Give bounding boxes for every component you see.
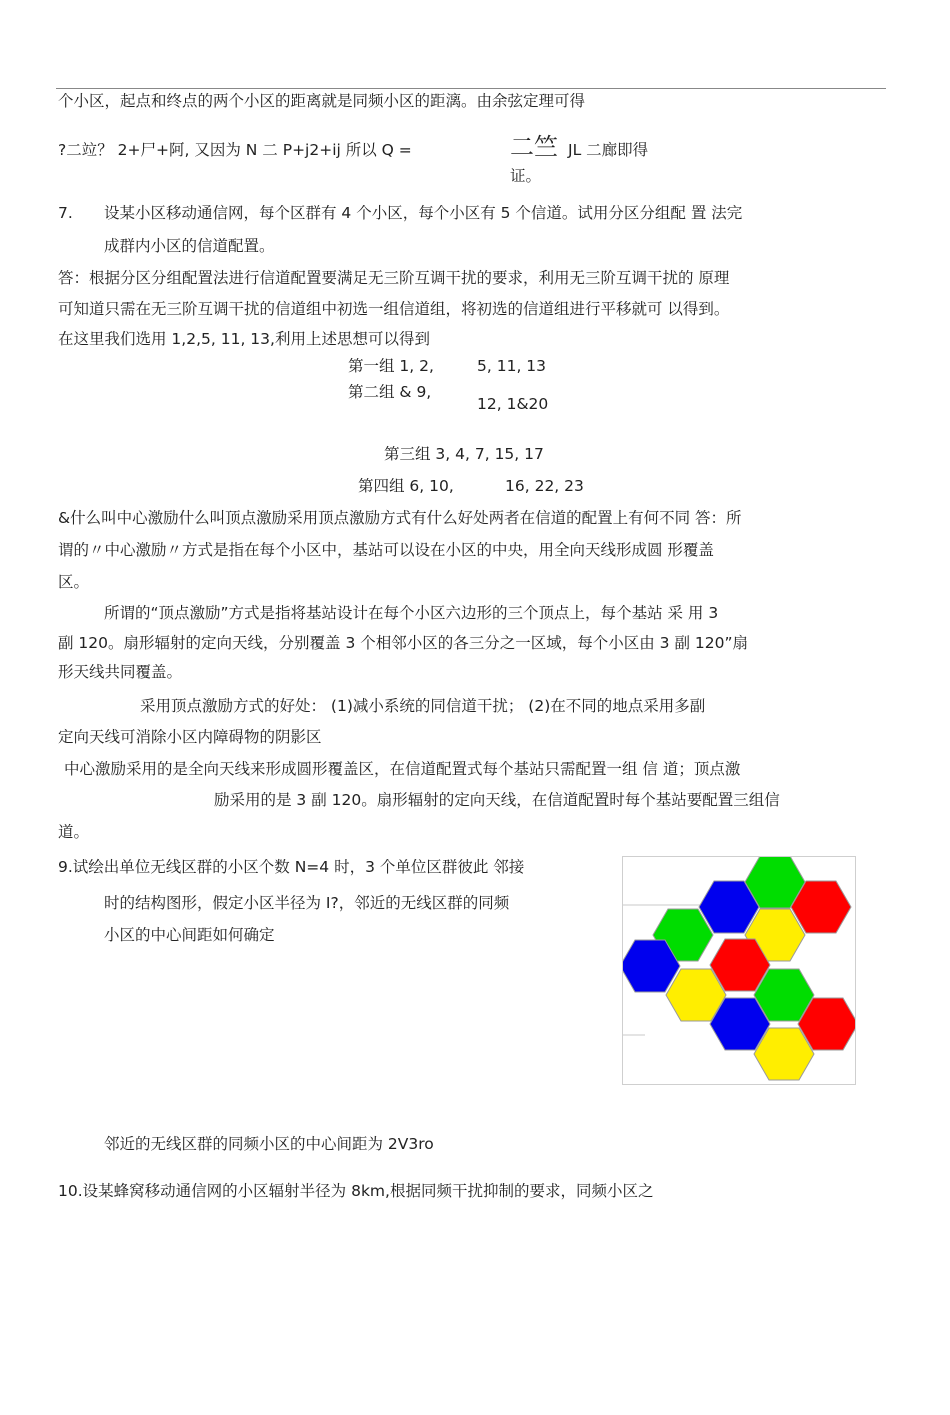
hexagon-cluster-svg: [623, 857, 855, 1084]
formula-tail: JL 二廊即得: [568, 141, 649, 159]
question-text: 10.设某蜂窝移动通信网的小区辐射半径为 8km,根据同频干扰抑制的要求，同频小区之: [58, 1182, 654, 1200]
question-number: 7.: [58, 204, 73, 222]
header-rule: [56, 88, 886, 89]
channel-group-values: 12, 1&20: [477, 395, 549, 413]
channel-group-label: 第一组 1, 2,: [348, 357, 434, 375]
answer-text: 道。: [58, 823, 90, 841]
question-text: 小区的中心间距如何确定: [104, 926, 275, 944]
text-line: 证。: [510, 167, 542, 185]
answer-text: 定向天线可消除小区内障碍物的阴影区: [58, 728, 322, 746]
answer-text: 采用顶点激励方式的好处： (1)减小系统的同信道干扰； (2)在不同的地点采用多副: [140, 697, 706, 715]
question-text: 设某小区移动通信网，每个区群有 4 个小区，每个小区有 5 个信道。试用分区分组配 置 法完: [104, 204, 743, 222]
answer-text: 副 120。扇形辐射的定向天线，分别覆盖 3 个相邻小区的各三分之一区域，每个小区由 3 副 120”扇: [58, 634, 748, 652]
answer-text: 谓的〃中心激励〃方式是指在每个小区中，基站可以设在小区的中央，用全向天线形成圆 形覆盖: [58, 541, 714, 559]
answer-text: 答：根据分区分组配置法进行信道配置要满足无三阶互调干扰的要求，利用无三阶互调干扰的 原理: [58, 269, 730, 287]
question-text: 成群内小区的信道配置。: [104, 237, 275, 255]
hexagon-cluster-figure: [622, 856, 856, 1085]
channel-group-values: 5, 11, 13: [477, 357, 547, 375]
channel-group-values: 16, 22, 23: [505, 477, 584, 495]
answer-text: 形天线共同覆盖。: [58, 663, 183, 681]
question-text: 时的结构图形，假定小区半径为 I?，邻近的无线区群的同频: [104, 894, 510, 912]
question-text: &什么叫中心激励什么叫顶点激励采用顶点激励方式有什么好处两者在信道的配置上有何不同 答：所: [58, 509, 742, 527]
answer-text: 中心激励采用的是全向天线来形成圆形覆盖区，在信道配置式每个基站只需配置一组 信 道；顶点激: [64, 760, 741, 778]
answer-text: 邻近的无线区群的同频小区的中心间距为 2V3ro: [104, 1135, 434, 1153]
channel-group-label: 第四组 6, 10,: [358, 477, 454, 495]
answer-text: 所谓的“顶点激励”方式是指将基站设计在每个小区六边形的三个顶点上，每个基站 采 用 3: [104, 604, 719, 622]
answer-text: 可知道只需在无三阶互调干扰的信道组中初选一组信道组，将初选的信道组进行平移就可 以得到。: [58, 300, 730, 318]
formula-fraction: 二竺: [510, 133, 558, 161]
channel-group-line: 第三组 3, 4, 7, 15, 17: [384, 445, 544, 463]
answer-text: 在这里我们选用 1,2,5, 11, 13,利用上述思想可以得到: [58, 330, 430, 348]
formula-line: ?二竝？ 2+尸+阿, 又因为 N 二 P+j2+ij 所以 Q =: [58, 141, 412, 159]
question-text: 9.试绘出单位无线区群的小区个数 N=4 时，3 个单位区群彼此 邻接: [58, 858, 525, 876]
answer-text: 区。: [58, 573, 90, 591]
text-line: 个小区，起点和终点的两个小区的距离就是同频小区的距漓。由余弦定理可得: [58, 92, 586, 110]
channel-group-label: 第二组 & 9,: [348, 383, 432, 401]
answer-text: 励采用的是 3 副 120。扇形辐射的定向天线，在信道配置时每个基站要配置三组信: [214, 791, 780, 809]
